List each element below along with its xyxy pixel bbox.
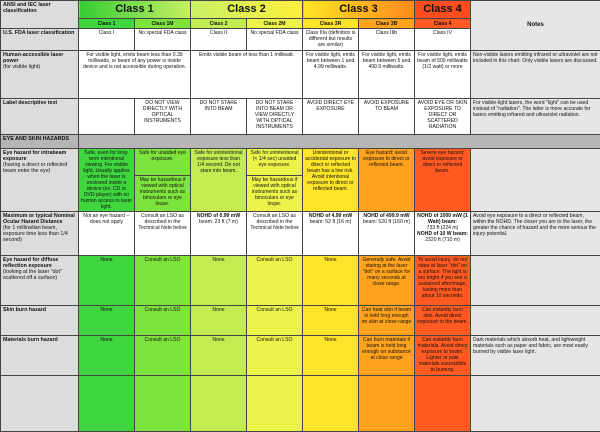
power-c3b: For visible light, emits beam between 5 and 499.9 milliwatts.	[359, 51, 415, 99]
class1-header: Class 1	[79, 1, 191, 19]
power-row	[1, 51, 600, 99]
nohd-note: Avoid eye exposure to a direct or reflected beam, within the NOHD. The closer you are to the laser, the greater the chance of hazard and the more serious the injury potential.	[471, 212, 600, 256]
intrabeam-c2m-bottom: May be hazardous if viewed with optical instruments such as binoculars or eye loupe.	[247, 176, 303, 212]
intrabeam-c1m-bottom: May be hazardous if viewed with optical instruments such as binoculars or eye loupe.	[135, 176, 191, 212]
label-c4: AVOID EYE OR SKIN EXPOSURE TO DIRECT OR SCATTERED RADIATION	[415, 99, 471, 135]
intrabeam-c3b: Eye hazard; avoid exposure to direct or reflected beam.	[359, 149, 415, 212]
nohd-c3r-bold: NOHD of 4.99 mW	[308, 213, 353, 219]
skin-c4: Can instantly burn skin. Avoid direct exposure to the beam.	[415, 306, 471, 336]
power-label-sub: (for visible light)	[3, 64, 41, 70]
power-note: Non-visible lasers emitting infrared or ultraviolet are not included in this chart. Only visible lasers are discussed.	[471, 51, 600, 99]
materials-c4: Can instantly burn materials. Avoid direct exposure to beam. Lighter or pale materials susceptible to burning.	[415, 336, 471, 376]
diffuse-c4: To avoid injury, do not stare at laser "dot" on a surface. The light is too bright if you see a sustained afterimage, lasting more than about 10 seconds.	[415, 256, 471, 306]
intrabeam-c3r: Unintentional or accidental exposure to direct or reflected beam has a low risk. Avoid intentional exposure to direct or reflected beam.	[303, 149, 359, 212]
label-c3r: AVOID DIRECT EYE EXPOSURE	[303, 99, 359, 135]
diffuse-note	[471, 256, 600, 306]
diffuse-label	[1, 256, 79, 306]
fda-c3r: Class IIIa (definition is different but results are similar)	[303, 29, 359, 51]
fda-c2m: No special FDA class	[247, 29, 303, 51]
nohd-c2-rest: beam: 23 ft (7 m)	[199, 219, 238, 225]
subclass-2: Class 2	[191, 19, 247, 29]
section-title: EYE AND SKIN HAZARDS	[1, 135, 79, 149]
diffuse-row	[1, 256, 600, 306]
nohd-c3r-rest: beam: 52 ft (16 m)	[309, 219, 352, 225]
materials-row	[1, 336, 600, 376]
nohd-c3r	[303, 212, 359, 256]
power-c4: For visible light, emits beam of 500 milliwatts (1/2 watt) or more	[415, 51, 471, 99]
materials-c2m: Consult an LSO	[247, 336, 303, 376]
power-c3r: For visible light, emits beam between 1 and 4.99 milliwatts.	[303, 51, 359, 99]
diffuse-c1: None	[79, 256, 135, 306]
filler-c3b	[359, 376, 415, 432]
skin-c1m: Consult an LSO	[135, 306, 191, 336]
diffuse-label-sub: (looking at the laser "dot" scattered off a surface)	[3, 269, 62, 281]
subclass-1m: Class 1M	[135, 19, 191, 29]
power-c1: For visible light, emits beam less than 0.39 milliwatts, or beam of any power is inside device and is not accessible during operation.	[79, 51, 191, 99]
materials-c3r: None	[303, 336, 359, 376]
filler-c2m	[247, 376, 303, 432]
intrabeam-row-top	[1, 149, 600, 176]
nohd-c3b	[359, 212, 415, 256]
subclass-2m: Class 2M	[247, 19, 303, 29]
label-note: For visible-light lasers, the word "light" can be used instead of "radiation". The latter is more accurate for lasers emitting infrared and ultraviolet radiation.	[471, 99, 600, 135]
diffuse-c3b: Generally safe. Avoid staring at the laser "dot" on a surface for many seconds at close range.	[359, 256, 415, 306]
skin-c1: None	[79, 306, 135, 336]
nohd-c4-mid: 733 ft (224 m)	[426, 225, 459, 231]
class3-header: Class 3	[303, 1, 415, 19]
filler-c4	[415, 376, 471, 432]
nohd-c3b-rest: beam: 520 ft (160 m)	[362, 219, 411, 225]
label-text-row	[1, 99, 600, 135]
intrabeam-label	[1, 149, 79, 212]
materials-c1m: Consult an LSO	[135, 336, 191, 376]
filler-c2	[191, 376, 247, 432]
power-c2: Emits visible beam of less than 1 milliwatt.	[191, 51, 303, 99]
subclass-3b: Class 3B	[359, 19, 415, 29]
class-header-row	[1, 1, 600, 19]
skin-c2: None	[191, 306, 247, 336]
intrabeam-c2: Safe for unintentional exposure less than 1/4 second. Do not stare into beam.	[191, 149, 247, 212]
diffuse-c2: None	[191, 256, 247, 306]
label-c3b: AVOID EXPOSURE TO BEAM	[359, 99, 415, 135]
section-bar	[79, 135, 600, 149]
nohd-c2-bold: NOHD of 0.99 mW	[196, 213, 241, 219]
filler-c3r	[303, 376, 359, 432]
materials-label: Materials burn hazard	[1, 336, 79, 376]
fda-label: U.S. FDA laser classification	[1, 29, 79, 51]
diffuse-c2m: Consult an LSO	[247, 256, 303, 306]
filler-c1	[79, 376, 135, 432]
skin-label: Skin burn hazard	[1, 306, 79, 336]
materials-c3b: Can burn materials if beam is held long enough on substance at close range	[359, 336, 415, 376]
notes-header: Notes	[471, 1, 600, 51]
fda-c1m: No special FDA class	[135, 29, 191, 51]
corner-title: ANSI and IEC laser classification	[1, 1, 79, 29]
filler-note	[471, 376, 600, 432]
label-c2: DO NOT STARE INTO BEAM	[191, 99, 247, 135]
label-c1m: DO NOT VIEW DIRECTLY WITH OPTICAL INSTRUMENTS	[135, 99, 191, 135]
filler-c1m	[135, 376, 191, 432]
intrabeam-c1m-top: Safe for unaided eye exposure.	[135, 149, 191, 176]
nohd-c1m: Consult an LSO as described in the Technical Note below	[135, 212, 191, 256]
label-text-label: Label descriptive text	[1, 99, 79, 135]
fda-c4: Class IV	[415, 29, 471, 51]
subclass-1: Class 1	[79, 19, 135, 29]
nohd-label-main: Maximum or typical Nominal Ocular Hazard Distance	[3, 213, 75, 225]
nohd-c4-end: 2320 ft (710 m)	[425, 237, 460, 243]
filler-label	[1, 376, 79, 432]
power-label	[1, 51, 79, 99]
nohd-row	[1, 212, 600, 256]
intrabeam-label-sub: (having a direct or reflected beam enter the eye)	[3, 162, 68, 174]
nohd-c2	[191, 212, 247, 256]
diffuse-c1m: Consult an LSO	[135, 256, 191, 306]
skin-row	[1, 306, 600, 336]
fda-c1: Class I	[79, 29, 135, 51]
fda-c3b: Class IIIb	[359, 29, 415, 51]
materials-c2: None	[191, 336, 247, 376]
intrabeam-c1: Safe, even for long-term intentional viewing. For visible light, Usually applies when the laser is enclosed inside a device (ex: CD or DVD player) with no human access to laser light.	[79, 149, 135, 212]
materials-note: Dark materials which absorb heat, and lightweight materials such as paper and fabric, are most easily burned by visible laser light.	[471, 336, 600, 376]
section-row	[1, 135, 600, 149]
filler-row	[1, 376, 600, 432]
subclass-3r: Class 3R	[303, 19, 359, 29]
nohd-label-sub: (for 1 milliradian beam, exposure time less than 1/4 second)	[3, 225, 68, 243]
intrabeam-label-main: Eye hazard for intrabeam exposure	[3, 150, 67, 162]
skin-c2m: Consult an LSO	[247, 306, 303, 336]
label-c2m: DO NOT STARE INTO BEAM OR VIEW DIRECTLY WITH OPTICAL INSTRUMENTS	[247, 99, 303, 135]
power-label-main: Human-accessible laser power	[3, 52, 64, 64]
subclass-4: Class 4	[415, 19, 471, 29]
diffuse-c3r: None	[303, 256, 359, 306]
skin-c3b: Can heat skin if beam is held long enough on skin at close range	[359, 306, 415, 336]
nohd-label	[1, 212, 79, 256]
materials-c1: None	[79, 336, 135, 376]
skin-c3r: None	[303, 306, 359, 336]
diffuse-label-main: Eye hazard for diffuse reflection exposure	[3, 257, 59, 269]
nohd-c4	[415, 212, 471, 256]
nohd-c4-bold1: NOHD of 1000 mW (1 Watt) beam:	[417, 213, 468, 225]
nohd-c4-bold2: NOHD of 10 W beam:	[417, 231, 468, 237]
nohd-c3b-bold: NOHD of 499.9 mW	[363, 213, 410, 219]
class4-header: Class 4	[415, 1, 471, 19]
intrabeam-c2m-top: Safe for unintentional (< 1/4 sec) unaided eye exposure.	[247, 149, 303, 176]
intrabeam-note	[471, 149, 600, 212]
nohd-c2m: Consult an LSO as described in the Technical Note below	[247, 212, 303, 256]
class2-header: Class 2	[191, 1, 303, 19]
label-c1	[79, 99, 135, 135]
skin-note	[471, 306, 600, 336]
fda-c2: Class II	[191, 29, 247, 51]
nohd-c1: Not an eye hazard -- does not apply	[79, 212, 135, 256]
intrabeam-c4: Severe eye hazard; avoid exposure to direct or reflected beam.	[415, 149, 471, 212]
